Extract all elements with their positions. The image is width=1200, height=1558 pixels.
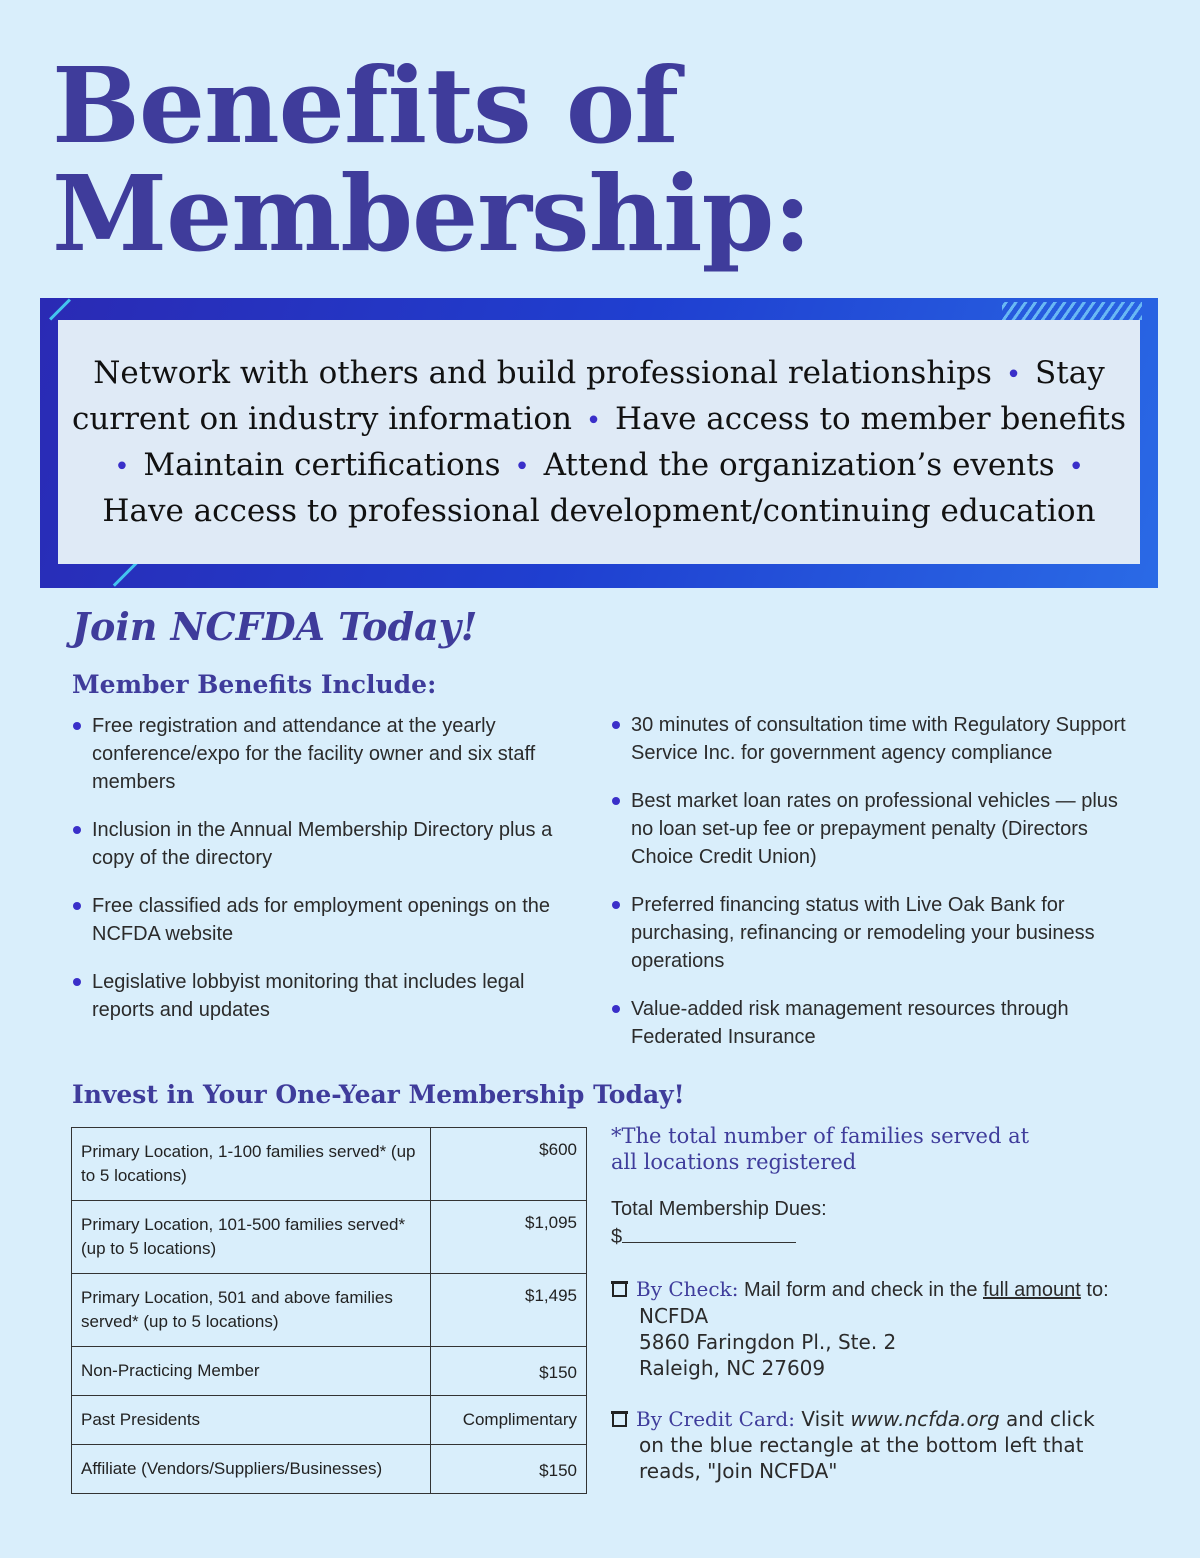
membership-type: Non-Practicing Member [72, 1347, 431, 1396]
benefit-item: Attend the organization’s events [543, 447, 1055, 483]
dues-currency: $ [611, 1226, 623, 1248]
instruction-line: reads, "Join NCFDA" [639, 1459, 838, 1483]
list-item: 30 minutes of consultation time with Regulatory Support Service Inc. for government agency compliance [611, 711, 1141, 767]
membership-price: Complimentary [431, 1396, 587, 1445]
membership-type: Past Presidents [72, 1396, 431, 1445]
benefit-item: Have access to professional development/continuing education [102, 493, 1096, 529]
list-item: Free registration and attendance at the yearly conference/expo for the facility owner and six staff members [72, 712, 572, 796]
payment-method-label: By Check: [636, 1277, 739, 1301]
dues-blank-line[interactable] [622, 1224, 796, 1243]
banner-hatch-pattern [1002, 302, 1142, 320]
membership-type: Primary Location, 101-500 families served* (up to 5 locations) [72, 1201, 431, 1274]
membership-price: $1,095 [431, 1201, 587, 1274]
benefit-item: Maintain certifications [143, 447, 501, 483]
payment-card-option [612, 1406, 1132, 1484]
address-line: Raleigh, NC 27609 [639, 1356, 826, 1380]
invest-heading: Invest in Your One-Year Membership Today! [72, 1080, 685, 1109]
total-dues-field[interactable] [611, 1224, 796, 1249]
address-line: NCFDA [639, 1304, 709, 1328]
total-dues-label: Total Membership Dues: [611, 1198, 827, 1220]
bullet-separator: • [114, 452, 130, 482]
list-item: Value-added risk management resources through Federated Insurance [611, 995, 1141, 1051]
list-item: Legislative lobbyist monitoring that includes legal reports and updates [72, 968, 572, 1024]
website-link[interactable]: www.ncfda.org [850, 1407, 1000, 1431]
benefits-summary [69, 351, 1129, 533]
member-benefits-list-left [72, 712, 572, 1044]
banner-panel [58, 320, 1140, 564]
member-benefits-heading: Member Benefits Include: [72, 670, 437, 699]
credit-card-checkbox[interactable] [612, 1412, 627, 1427]
families-footnote: *The total number of families served at all locations registered [611, 1124, 1030, 1174]
bullet-separator: • [1005, 360, 1022, 390]
bullet-separator: • [514, 452, 530, 482]
table-row [72, 1274, 587, 1347]
member-benefits-list-right [611, 711, 1141, 1071]
full-amount-text: full amount [983, 1279, 1081, 1301]
check-checkbox[interactable] [612, 1282, 627, 1297]
table-row [72, 1201, 587, 1274]
list-item: Inclusion in the Annual Membership Directory plus a copy of the directory [72, 816, 572, 872]
membership-price: $150 [431, 1445, 587, 1494]
title-line-1: Benefits of [52, 44, 678, 167]
table-row [72, 1396, 587, 1445]
check-instruction-end: to: [1086, 1279, 1109, 1301]
banner-accent-stripe [49, 299, 71, 321]
bullet-separator: • [585, 406, 602, 436]
membership-type: Primary Location, 1-100 families served* (up to 5 locations) [72, 1128, 431, 1201]
table-row [72, 1445, 587, 1494]
table-row [72, 1128, 587, 1201]
benefit-item: Network with others and build professional relationships [93, 355, 992, 391]
card-instruction-end: and click [1006, 1407, 1095, 1431]
membership-price: $150 [431, 1347, 587, 1396]
benefit-item: Have access to member benefits [615, 401, 1127, 437]
membership-type: Affiliate (Vendors/Suppliers/Businesses) [72, 1445, 431, 1494]
page-title [52, 44, 811, 275]
payment-check-option [612, 1276, 1132, 1381]
instruction-line: on the blue rectangle at the bottom left that [639, 1433, 1084, 1457]
list-item: Free classified ads for employment openings on the NCFDA website [72, 892, 572, 948]
membership-type: Primary Location, 501 and above families served* (up to 5 locations) [72, 1274, 431, 1347]
membership-price-table [71, 1127, 587, 1494]
card-instruction: Visit [801, 1407, 844, 1431]
mailing-address [612, 1303, 1132, 1381]
address-line: 5860 Faringdon Pl., Ste. 2 [639, 1330, 897, 1354]
table-row [72, 1347, 587, 1396]
benefit-item: Stay current on industry information [71, 355, 1105, 437]
card-instruction-detail [612, 1432, 1132, 1484]
list-item: Preferred financing status with Live Oak Bank for purchasing, refinancing or remodeling your business operations [611, 891, 1141, 975]
benefits-banner [40, 298, 1158, 588]
membership-price: $600 [431, 1128, 587, 1201]
membership-price: $1,495 [431, 1274, 587, 1347]
bullet-separator: • [1068, 452, 1084, 482]
list-item: Best market loan rates on professional vehicles — plus no loan set-up fee or prepayment penalty (Directors Choice Credit Union) [611, 787, 1141, 871]
join-heading: Join NCFDA Today! [72, 604, 478, 649]
payment-method-label: By Credit Card: [636, 1407, 795, 1431]
title-line-2: Membership: [52, 152, 811, 275]
check-instruction: Mail form and check in the [744, 1279, 978, 1301]
